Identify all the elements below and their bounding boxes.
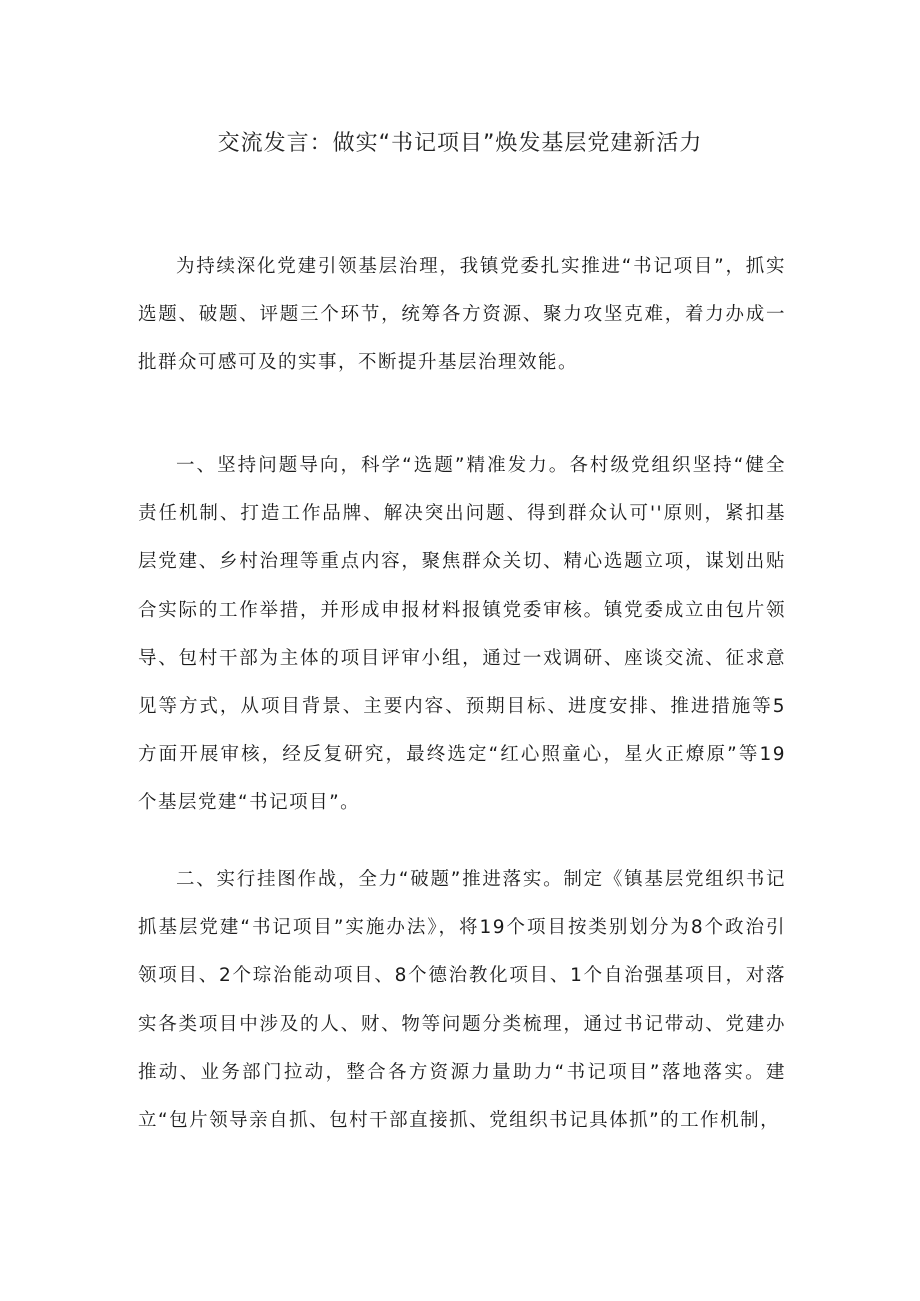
paragraph-section-two: 二、实行挂图作战，全力“破题”推进落实。制定《镇基层党组织书记抓基层党建“书记项目”实施办法》，将19个项目按类别划分为8个政治引领项目、2个琮治能动项目、8个德治教化项目、1个自治强基项目，对落实各类项目中涉及的人、财、物等问题分类梳理，通过书记带动、党建办推动、业务部门拉动，整合各方资源力量助力“书记项目”落地落实。建立“包片领导亲自抓、包村干部直接抓、党组织书记具体抓”的工作机制， <box>138 869 786 1132</box>
paragraph-intro: 为持续深化党建引领基层治理，我镇党委扎实推进“书记项目”，抓实选题、破题、评题三个环节，统筹各方资源、聚力攻坚克难，着力办成一批群众可感可及的实事，不断提升基层治理效能。 <box>138 256 786 374</box>
document-title: 交流发言：做实“书记项目”焕发基层党建新活力 <box>217 131 703 156</box>
paragraph-section-one: 一、坚持问题导向，科学“选题”精准发力。各村级党组织坚持“健全责任机制、打造工作品牌、解决突出问题、得到群众认可''原则，紧扣基层党建、乡村治理等重点内容，聚焦群众关切、精心选题立项，谋划出贴合实际的工作举措，并形成申报材料报镇党委审核。镇党委成立由包片领导、包村干部为主体的项目评审小组，通过一戏调研、座谈交流、征求意见等方式，从项目背景、主要内容、预期目标、进度安排、推进措施等5方面开展审核，经反复研究，最终选定“红心照童心，星火正燎原”等19个基层党建“书记项目”。 <box>138 455 786 814</box>
